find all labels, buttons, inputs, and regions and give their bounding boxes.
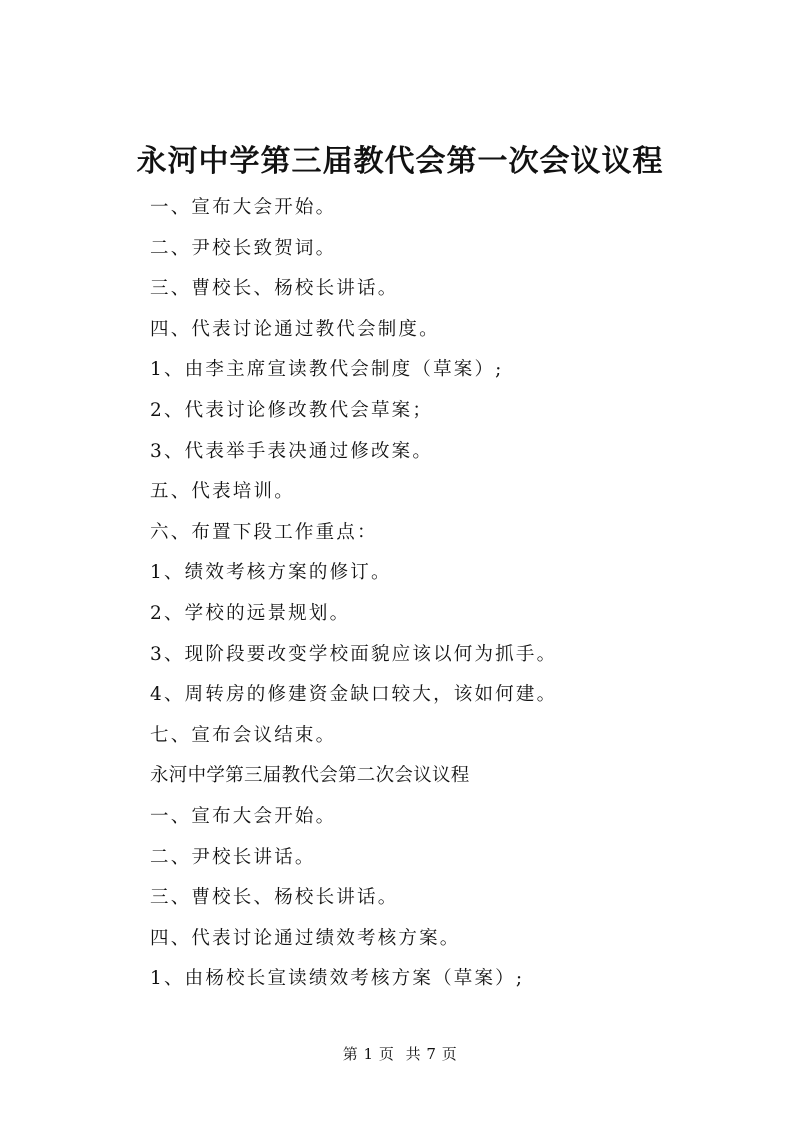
agenda-line: 1、绩效考核方案的修订。 (150, 562, 392, 584)
agenda-line: 三、曹校长、杨校长讲话。 (150, 278, 399, 300)
agenda-line: 四、代表讨论通过绩效考核方案。 (150, 927, 461, 949)
page-footer (0, 1044, 800, 1064)
agenda-line: 三、曹校长、杨校长讲话。 (150, 887, 399, 909)
agenda-line: 一、宣布大会开始。 (150, 197, 337, 218)
page-number: 第 1 页 (342, 1045, 395, 1063)
section-title: 永河中学第三届教代会第二次会议议程 (150, 765, 470, 787)
agenda-line: 3、代表举手表决通过修改案。 (150, 440, 434, 462)
agenda-line: 3、现阶段要改变学校面貌应该以何为抓手。 (150, 643, 558, 665)
page-total: 共 7 页 (405, 1045, 458, 1063)
agenda-line: 2、学校的远景规划。 (150, 602, 351, 624)
agenda-line: 1、由杨校长宣读绩效考核方案（草案）; (150, 968, 525, 990)
agenda-line: 2、代表讨论修改教代会草案； (150, 399, 434, 421)
agenda-line: 一、宣布大会开始。 (150, 805, 337, 827)
document-title: 永河中学第三届教代会第一次会议议程 (136, 144, 664, 179)
agenda-line: 二、尹校长致贺词。 (150, 237, 337, 259)
document-body (150, 188, 750, 1000)
agenda-line: 六、布置下段工作重点： (150, 521, 378, 543)
agenda-line: 七、宣布会议结束。 (150, 724, 337, 746)
agenda-line: 四、代表讨论通过教代会制度。 (150, 318, 440, 340)
agenda-line: 1、由李主席宣读教代会制度（草案）; (150, 359, 504, 381)
agenda-line: 二、尹校长讲话。 (150, 846, 316, 868)
agenda-line: 五、代表培训。 (150, 481, 295, 503)
agenda-line: 4、周转房的修建资金缺口较大，该如何建。 (150, 684, 558, 706)
